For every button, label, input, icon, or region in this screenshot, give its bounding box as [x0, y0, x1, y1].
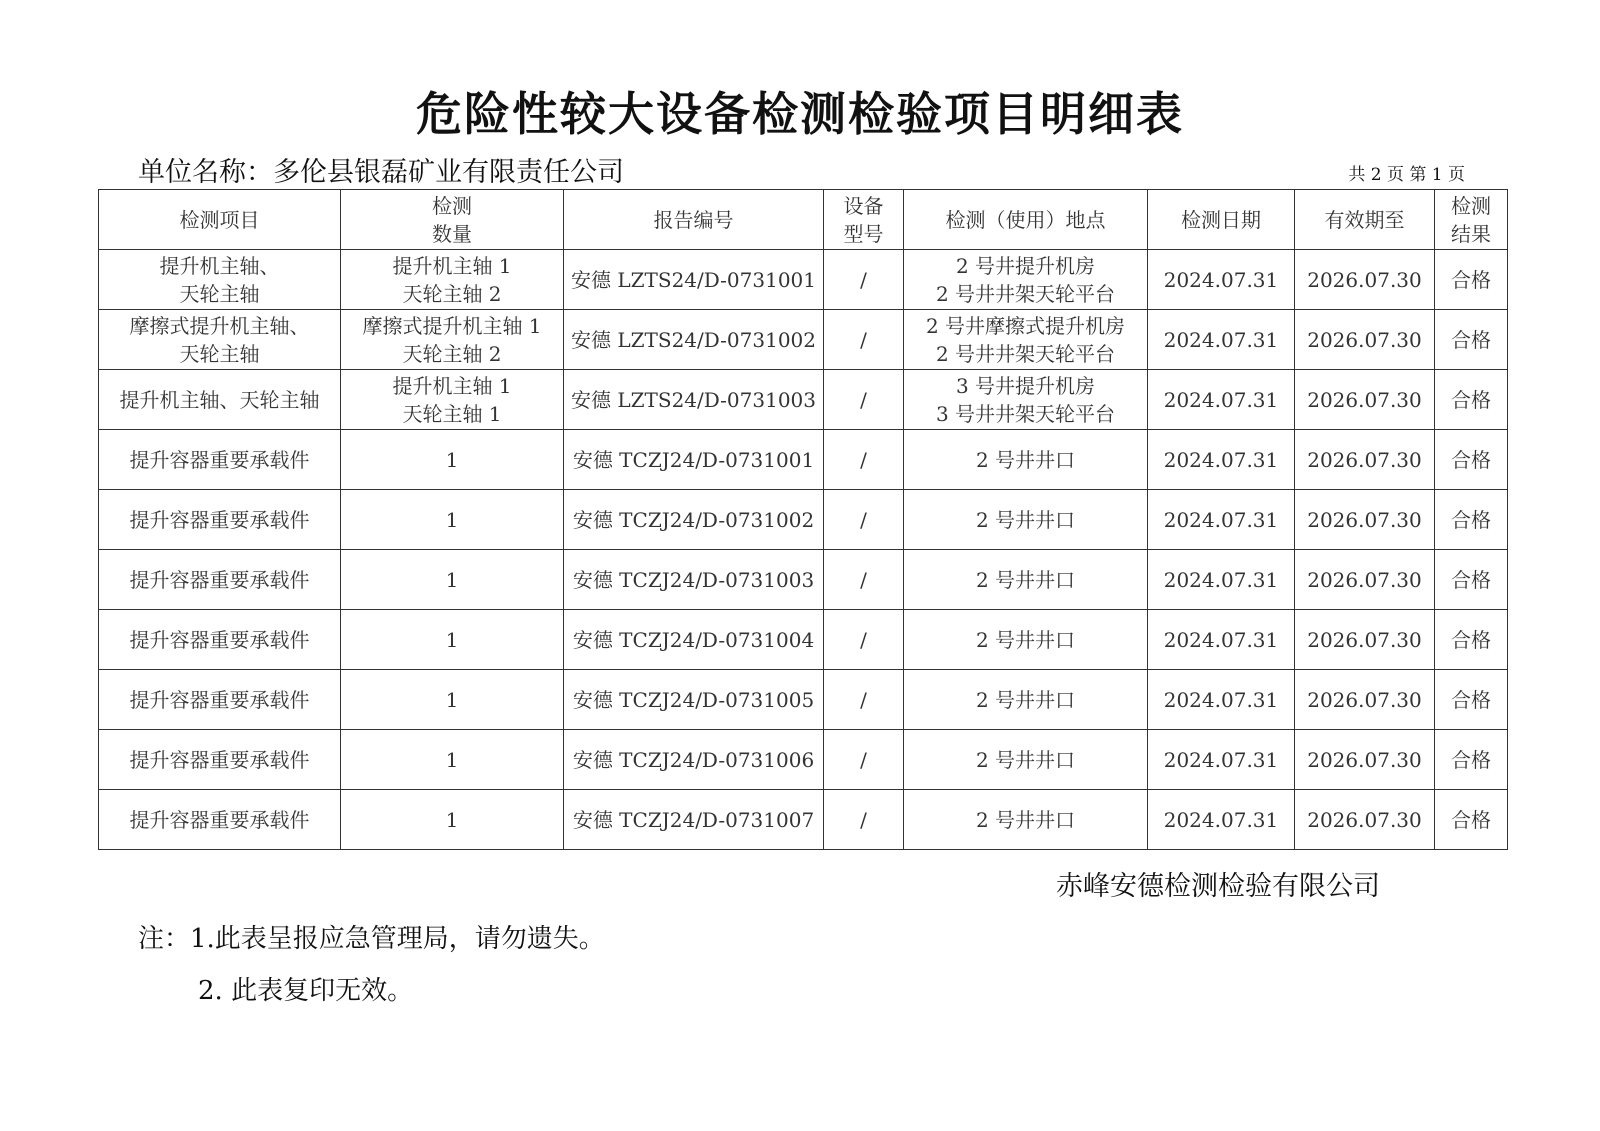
cell-text: 2026.07.30 [1307, 747, 1422, 772]
cell-text: 2026.07.30 [1307, 447, 1422, 472]
cell-text: 2026.07.30 [1307, 627, 1422, 652]
page-title: 危险性较大设备检测检验项目明细表 [416, 87, 1184, 141]
table-row [99, 730, 1508, 790]
cell-model [824, 550, 904, 610]
cell-text: / [860, 387, 867, 412]
cell-text: 2 号井井口 [975, 747, 1076, 772]
cell-text: 提升容器重要承载件 [129, 507, 310, 532]
cell-text: 合格 [1451, 747, 1491, 772]
cell-text: 合格 [1451, 267, 1491, 292]
table-row [99, 670, 1508, 730]
cell-text: / [860, 807, 867, 832]
cell-location [904, 610, 1148, 670]
inspection-table [98, 189, 1508, 850]
cell-text: 2 号井井架天轮平台 [935, 281, 1116, 306]
cell-text: 天轮主轴 [179, 281, 260, 306]
table-row [99, 250, 1508, 310]
cell-text: 安德 TCZJ24/D-0731002 [572, 507, 815, 532]
cell-report-no [564, 490, 824, 550]
table-row [99, 370, 1508, 430]
cell-location [904, 250, 1148, 310]
cell-text: 安德 TCZJ24/D-0731005 [572, 687, 815, 712]
cell-text: 2024.07.31 [1163, 747, 1279, 772]
cell-result [1435, 490, 1508, 550]
cell-valid-until [1295, 370, 1435, 430]
cell-model [824, 610, 904, 670]
cell-text: 摩擦式提升机主轴 1 [362, 313, 542, 338]
table-row [99, 790, 1508, 850]
cell-text: 2 号井井口 [975, 507, 1076, 532]
cell-text: 天轮主轴 1 [402, 401, 502, 426]
cell-text: 安德 LZTS24/D-0731001 [571, 267, 816, 292]
cell-text: 合格 [1451, 327, 1491, 352]
cell-quantity [341, 370, 564, 430]
cell-text: 2026.07.30 [1307, 687, 1422, 712]
cell-result [1435, 670, 1508, 730]
header-text: 检测项目 [179, 207, 260, 232]
cell-text: 安德 TCZJ24/D-0731004 [572, 627, 815, 652]
cell-text: 1 [445, 507, 459, 532]
cell-report-no [564, 730, 824, 790]
cell-text: 2024.07.31 [1163, 627, 1279, 652]
cell-item [99, 430, 341, 490]
cell-report-no [564, 370, 824, 430]
cell-text: 合格 [1451, 387, 1491, 412]
cell-text: 2024.07.31 [1163, 507, 1279, 532]
table-row [99, 310, 1508, 370]
cell-valid-until [1295, 430, 1435, 490]
cell-text: / [860, 267, 867, 292]
cell-text: 天轮主轴 2 [402, 281, 502, 306]
note-2: 2. 此表复印无效。 [198, 976, 414, 1006]
company-name: 赤峰安德检测检验有限公司 [1056, 871, 1380, 902]
cell-text: 安德 LZTS24/D-0731003 [571, 387, 816, 412]
header-valid-until [1295, 190, 1435, 250]
cell-text: 合格 [1451, 687, 1491, 712]
cell-report-no [564, 550, 824, 610]
cell-location [904, 430, 1148, 490]
cell-text: 提升机主轴 1 [392, 253, 512, 278]
header-item [99, 190, 341, 250]
cell-text: 3 号井井架天轮平台 [935, 401, 1116, 426]
cell-valid-until [1295, 670, 1435, 730]
cell-report-no [564, 610, 824, 670]
cell-quantity [341, 730, 564, 790]
cell-report-no [564, 250, 824, 310]
cell-text: 提升机主轴、 [159, 253, 280, 278]
cell-quantity [341, 670, 564, 730]
header-text: 有效期至 [1324, 207, 1405, 232]
cell-text: 2024.07.31 [1163, 327, 1279, 352]
cell-text: 2026.07.30 [1307, 567, 1422, 592]
header-date [1148, 190, 1295, 250]
cell-text: 1 [445, 627, 459, 652]
cell-quantity [341, 430, 564, 490]
cell-text: / [860, 687, 867, 712]
cell-date [1148, 790, 1295, 850]
cell-text: 提升容器重要承载件 [129, 447, 310, 472]
cell-text: 合格 [1451, 807, 1491, 832]
cell-model [824, 490, 904, 550]
cell-text: 1 [445, 447, 459, 472]
cell-text: / [860, 327, 867, 352]
cell-text: 提升容器重要承载件 [129, 567, 310, 592]
cell-text: 提升机主轴 1 [392, 373, 512, 398]
header-text: 检测（使用）地点 [945, 207, 1106, 232]
cell-text: 2026.07.30 [1307, 807, 1422, 832]
cell-text: / [860, 507, 867, 532]
cell-text: 1 [445, 807, 459, 832]
cell-text: 2 号井摩擦式提升机房 [925, 313, 1126, 338]
header-model [824, 190, 904, 250]
cell-valid-until [1295, 730, 1435, 790]
cell-text: 天轮主轴 2 [402, 341, 502, 366]
cell-location [904, 310, 1148, 370]
cell-date [1148, 610, 1295, 670]
cell-text: 天轮主轴 [179, 341, 260, 366]
header-report-no [564, 190, 824, 250]
cell-valid-until [1295, 490, 1435, 550]
cell-text: 3 号井提升机房 [955, 373, 1096, 398]
header-text: 检测 [1451, 193, 1491, 218]
cell-valid-until [1295, 310, 1435, 370]
cell-text: 1 [445, 687, 459, 712]
cell-valid-until [1295, 610, 1435, 670]
cell-text: 2024.07.31 [1163, 447, 1279, 472]
cell-quantity [341, 550, 564, 610]
cell-text: 1 [445, 567, 459, 592]
cell-item [99, 670, 341, 730]
cell-text: 摩擦式提升机主轴、 [129, 313, 310, 338]
table-row [99, 430, 1508, 490]
cell-model [824, 730, 904, 790]
cell-quantity [341, 250, 564, 310]
table-header-row [99, 190, 1508, 250]
cell-item [99, 490, 341, 550]
header-result [1435, 190, 1508, 250]
cell-location [904, 730, 1148, 790]
cell-text: 2026.07.30 [1307, 507, 1422, 532]
cell-result [1435, 370, 1508, 430]
header-text: 报告编号 [653, 207, 734, 232]
cell-text: / [860, 747, 867, 772]
cell-text: 2 号井井口 [975, 807, 1076, 832]
cell-location [904, 370, 1148, 430]
cell-text: 2 号井井口 [975, 447, 1076, 472]
cell-valid-until [1295, 250, 1435, 310]
cell-date [1148, 550, 1295, 610]
cell-text: 2 号井井口 [975, 567, 1076, 592]
cell-date [1148, 370, 1295, 430]
cell-result [1435, 730, 1508, 790]
header-location [904, 190, 1148, 250]
header-quantity [341, 190, 564, 250]
cell-model [824, 670, 904, 730]
header-text: 检测日期 [1181, 207, 1261, 232]
cell-text: 安德 TCZJ24/D-0731007 [572, 807, 815, 832]
cell-date [1148, 430, 1295, 490]
cell-text: 合格 [1451, 447, 1491, 472]
cell-date [1148, 670, 1295, 730]
cell-model [824, 430, 904, 490]
cell-report-no [564, 430, 824, 490]
cell-model [824, 790, 904, 850]
cell-quantity [341, 610, 564, 670]
cell-text: 2024.07.31 [1163, 687, 1279, 712]
header-text: 设备 [843, 193, 884, 218]
cell-text: 2024.07.31 [1163, 267, 1279, 292]
cell-result [1435, 790, 1508, 850]
cell-date [1148, 490, 1295, 550]
cell-text: 提升机主轴、天轮主轴 [119, 387, 320, 412]
cell-text: 2 号井井架天轮平台 [935, 341, 1116, 366]
cell-item [99, 610, 341, 670]
cell-text: 安德 LZTS24/D-0731002 [571, 327, 816, 352]
cell-item [99, 310, 341, 370]
cell-result [1435, 250, 1508, 310]
cell-result [1435, 310, 1508, 370]
page-info: 共 2 页 第 1 页 [1348, 165, 1465, 185]
cell-text: 提升容器重要承载件 [129, 687, 310, 712]
cell-text: 合格 [1451, 627, 1491, 652]
cell-model [824, 370, 904, 430]
cell-item [99, 730, 341, 790]
cell-text: 2024.07.31 [1163, 807, 1279, 832]
cell-text: 2 号井井口 [975, 687, 1076, 712]
note-1: 注：1.此表呈报应急管理局，请勿遗失。 [138, 924, 605, 954]
cell-text: 安德 TCZJ24/D-0731003 [572, 567, 815, 592]
table-body [99, 250, 1508, 850]
cell-text: 2 号井提升机房 [955, 253, 1096, 278]
cell-item [99, 790, 341, 850]
cell-text: / [860, 567, 867, 592]
cell-location [904, 550, 1148, 610]
cell-item [99, 550, 341, 610]
header-text: 检测 [432, 193, 472, 218]
cell-text: 合格 [1451, 567, 1491, 592]
header-text: 数量 [432, 221, 472, 246]
cell-result [1435, 550, 1508, 610]
cell-text: 提升容器重要承载件 [129, 627, 310, 652]
cell-date [1148, 250, 1295, 310]
cell-valid-until [1295, 790, 1435, 850]
cell-item [99, 250, 341, 310]
cell-model [824, 250, 904, 310]
cell-text: 提升容器重要承载件 [129, 747, 310, 772]
cell-item [99, 370, 341, 430]
cell-report-no [564, 670, 824, 730]
cell-date [1148, 730, 1295, 790]
cell-quantity [341, 490, 564, 550]
cell-text: 安德 TCZJ24/D-0731006 [572, 747, 815, 772]
cell-location [904, 490, 1148, 550]
cell-report-no [564, 790, 824, 850]
cell-text: 1 [445, 747, 459, 772]
table-row [99, 490, 1508, 550]
cell-text: 2 号井井口 [975, 627, 1076, 652]
cell-text: 2026.07.30 [1307, 267, 1422, 292]
header-text: 结果 [1451, 221, 1491, 246]
cell-text: 合格 [1451, 507, 1491, 532]
cell-result [1435, 430, 1508, 490]
cell-location [904, 670, 1148, 730]
cell-model [824, 310, 904, 370]
cell-text: / [860, 627, 867, 652]
cell-text: 提升容器重要承载件 [129, 807, 310, 832]
cell-text: 安德 TCZJ24/D-0731001 [572, 447, 815, 472]
cell-text: 2024.07.31 [1163, 387, 1279, 412]
table-row [99, 550, 1508, 610]
cell-location [904, 790, 1148, 850]
cell-report-no [564, 310, 824, 370]
cell-result [1435, 610, 1508, 670]
cell-text: 2026.07.30 [1307, 327, 1422, 352]
cell-text: 2024.07.31 [1163, 567, 1279, 592]
cell-valid-until [1295, 550, 1435, 610]
cell-date [1148, 310, 1295, 370]
table-row [99, 610, 1508, 670]
cell-quantity [341, 790, 564, 850]
unit-name: 单位名称：多伦县银磊矿业有限责任公司 [138, 157, 624, 188]
header-text: 型号 [843, 221, 884, 246]
cell-text: / [860, 447, 867, 472]
cell-text: 2026.07.30 [1307, 387, 1422, 412]
cell-quantity [341, 310, 564, 370]
